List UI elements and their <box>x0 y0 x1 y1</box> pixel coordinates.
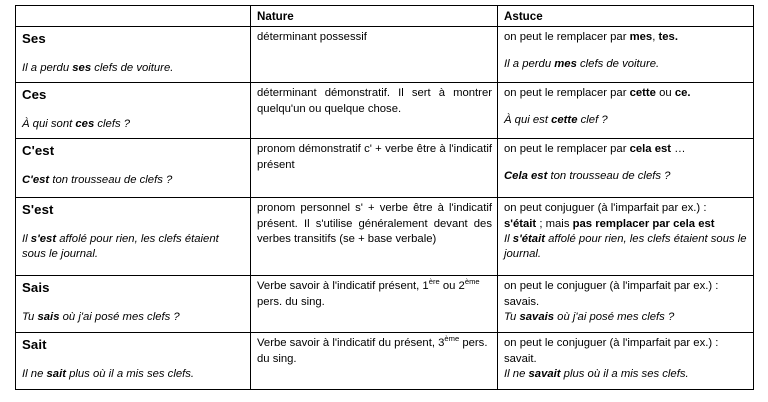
row-astuce-cell <box>498 27 754 83</box>
spacer <box>22 162 245 173</box>
spacer <box>22 106 245 117</box>
table-row <box>16 27 754 83</box>
row-word-cell <box>16 198 251 276</box>
nature-text: pronom démonstratif c' + verbe être à l'indicatif présent <box>257 143 492 171</box>
headword: S'est <box>22 202 54 218</box>
astuce-example: Il ne savait plus où il a mis ses clefs. <box>504 368 689 381</box>
row-word-cell <box>16 276 251 333</box>
table-row <box>16 83 754 139</box>
row-astuce-cell <box>498 276 754 333</box>
astuce-rule: on peut conjuguer (à l'imparfait par ex.) : <box>504 202 707 215</box>
headword-example: Il s'est affolé pour rien, les clefs étaient sous le journal. <box>22 232 219 260</box>
row-astuce-cell <box>498 333 754 390</box>
astuce-rule-secondary: s'était ; mais pas remplacer par cela est <box>504 217 715 230</box>
astuce-rule: on peut le remplacer par cette ou ce. <box>504 87 691 100</box>
row-astuce-cell <box>498 83 754 139</box>
headword: Sais <box>22 280 50 296</box>
spacer <box>22 356 245 367</box>
astuce-rule-secondary: savait. <box>504 352 537 365</box>
astuce-example: Il s'était affolé pour rien, les clefs étaient sous le journal. <box>504 233 747 261</box>
column-header-word <box>16 6 251 27</box>
grammar-comparison-table <box>15 5 754 390</box>
column-header-nature: Nature <box>251 6 498 27</box>
table-header-row <box>16 6 754 27</box>
nature-text: Verbe savoir à l'indicatif du présent, 3ème pers. du sing. <box>257 334 488 365</box>
astuce-rule: on peut le conjuguer (à l'imparfait par ex.) : <box>504 280 719 293</box>
astuce-rule: on peut le conjuguer (à l'imparfait par ex.) : <box>504 337 719 350</box>
column-header-astuce: Astuce <box>498 6 754 27</box>
astuce-example: À qui est cette clef ? <box>504 113 608 126</box>
row-nature-cell <box>251 27 498 83</box>
astuce-example: Cela est ton trousseau de clefs ? <box>504 169 671 182</box>
spacer <box>22 221 245 232</box>
headword: Ses <box>22 31 46 47</box>
spacer <box>22 299 245 310</box>
row-nature-cell <box>251 333 498 390</box>
astuce-example: Il a perdu mes clefs de voiture. <box>504 57 660 70</box>
ordinal-suffix: ème <box>464 277 480 287</box>
row-nature-cell <box>251 198 498 276</box>
headword-example: C'est ton trousseau de clefs ? <box>22 173 173 186</box>
spacer <box>504 102 748 113</box>
row-word-cell <box>16 139 251 198</box>
table-row <box>16 333 754 390</box>
ordinal-suffix: ère <box>428 277 440 287</box>
table-row <box>16 198 754 276</box>
headword: C'est <box>22 143 55 159</box>
table-row <box>16 139 754 198</box>
row-nature-cell <box>251 139 498 198</box>
astuce-example: Tu savais où j'ai posé mes clefs ? <box>504 311 675 324</box>
headword-example: À qui sont ces clefs ? <box>22 117 131 130</box>
spacer <box>22 50 245 61</box>
row-astuce-cell <box>498 139 754 198</box>
table-row <box>16 276 754 333</box>
row-nature-cell <box>251 83 498 139</box>
nature-text: pronom personnel s' + verbe être à l'indicatif présent. Il s'utilise généralement devant des verbes transitifs (se + base verbale) <box>257 202 492 246</box>
spacer <box>504 158 748 169</box>
row-astuce-cell <box>498 198 754 276</box>
row-word-cell <box>16 83 251 139</box>
astuce-rule: on peut le remplacer par cela est … <box>504 143 686 156</box>
ordinal-suffix: ème <box>444 334 460 344</box>
nature-text: Verbe savoir à l'indicatif présent, 1ère ou 2ème pers. du sing. <box>257 277 480 308</box>
headword: Ces <box>22 87 47 103</box>
headword-example: Il a perdu ses clefs de voiture. <box>22 61 174 74</box>
astuce-rule: on peut le remplacer par mes, tes. <box>504 31 678 44</box>
row-word-cell <box>16 27 251 83</box>
nature-text: déterminant possessif <box>257 31 367 44</box>
nature-text: déterminant démonstratif. Il sert à montrer quelqu'un ou quelque chose. <box>257 87 492 115</box>
row-word-cell <box>16 333 251 390</box>
spacer <box>504 46 748 57</box>
row-nature-cell <box>251 276 498 333</box>
headword-example: Il ne sait plus où il a mis ses clefs. <box>22 367 195 380</box>
astuce-rule-secondary: savais. <box>504 295 540 308</box>
headword: Sait <box>22 337 47 353</box>
headword-example: Tu sais où j'ai posé mes clefs ? <box>22 310 180 323</box>
